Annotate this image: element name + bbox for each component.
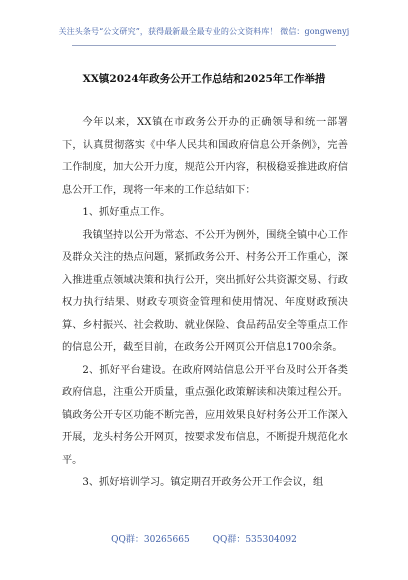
body-paragraph-2: 2、抓好平台建设。在政府网站信息公开平台及时公开各类政府信息，注重公开质量，重点强化政策解读和决策过程公开。镇政务公开专区功能不断完善，应用效果良好村务公开工作深入开展，龙头村务公开网页，按要求发布信息，不断提升规范化水平。 <box>62 364 348 466</box>
section-heading-1: 1、抓好重点工作。 <box>82 207 171 218</box>
footer-qq-groups <box>0 532 408 545</box>
body-paragraph-intro: 今年以来，XX镇在市政务公开办的正确领导和统一部署下，认真贯彻落实《中华人民共和国政府信息公开条例》，完善工作制度，加大公开力度，规范公开内容，积极稳妥推进政府信息公开工作，现将一年来的工作总结如下： <box>62 117 348 196</box>
document-body <box>62 112 348 495</box>
body-paragraph-3: 3、抓好培训学习。镇定期召开政务公开工作会议，组 <box>82 477 324 488</box>
header-promo-note: 关注头条号“公文研究”，获得最新最全最专业的公文资料库！ 微信：gongwenyj <box>58 27 350 36</box>
body-paragraph-1: 我镇坚持以公开为常态、不公开为例外，围绕全镇中心工作及群众关注的热点问题，紧抓政务公开、村务公开工作重心，深入推进重点领域决策和执行公开，突出抓好公共资源交易、行政权力执行结果、财政专项资金管理和使用情况、年度财政预决算、乡村振兴、社会救助、就业保险、食品药品安全等重点工作的信息公开，截至目前，在政务公开网页公开信息1700余条。 <box>62 229 348 353</box>
footer-qq-group-1: QQ群：30265665 <box>111 535 190 545</box>
footer-qq-group-2: QQ群：535304092 <box>212 535 297 545</box>
header-divider <box>72 45 336 46</box>
document-title: XX镇2024年政务公开工作总结和2025年工作举措 <box>82 73 326 85</box>
